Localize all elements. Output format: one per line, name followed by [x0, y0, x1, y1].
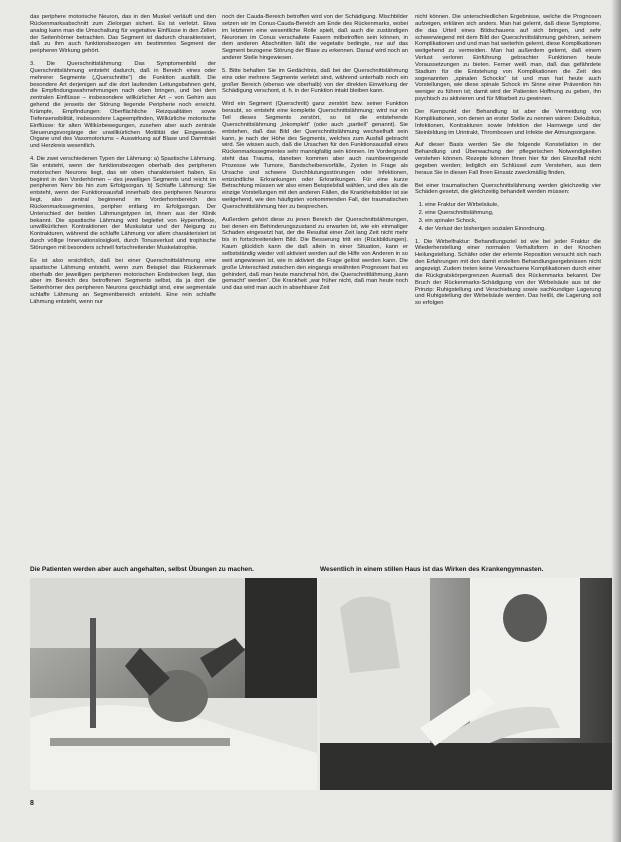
paragraph: nicht können. Die unterschiedlichen Ergebnisse, welche die Prognosen aufzeigen, erklären sich anders. Man hat gelernt, daß diese Symptome, die das Urteil eines Bildschauens auf sich bringen, und sehr schwerwiegend mit dem Bild der Querschnittslähmung gehören, seinem Komplikationen und und man hat weiterhin gelernt, diese Komplikationen weitgehend zu vermeiden. Man hat außerdem gelernt, daß einem Verlust verloren Einführung gebrachter Funktionen heute Voraussetzungen zu bieten. Ferner weiß man, daß das gefährdete Stadium für die Entstehung von Komplikationen die Zeit des sogenannten „spinalen Schocks“ ist und man hat heute auch Vorstellungen, wie diese spinale Schock im Sinne einer Prävention hin weniger zu führen ist; damit wird der Patienten Hoffnung zu geben, ihn psychisch zu aktivieren und für Mitarbeit zu gewinnen.: [415, 14, 601, 103]
paragraph: das periphere motorische Neuron, das in den Muskel verläuft und den Rückenmarksabschnitt zum Zielorgan sichert. Es ist verletzt. Etwa analog kann man die Umschaltung für vegetative Einflüsse in den Zellen der Seitenhörner betrachten. Das Segment ist dadurch charakterisiert, daß zu ihm auch funktionsbezogen ein bestimmtes Segment der peripheren Wirkung gehört.: [30, 14, 216, 55]
paragraph: Bei einer traumatischen Querschnittslähmung werden gleichzeitig vier Schäden gesetzt, die gleichzeitig behandelt werden müssen:: [415, 182, 601, 196]
photo-caption-left: Die Patienten werden aber auch angehalten, selbst Übungen zu machen.: [30, 566, 254, 573]
paragraph: 5. Bitte behalten Sie im Gedächtnis, daß bei der Querschnittslähmung eins oder mehrere Segmente verletzt sind, während unterhalb noch ein großer Bereich (ebenso wie oberhalb) von der direkten Einwirkung der Schädigung verschont, d. h. in der Funktion intakt bleiben kann.: [222, 67, 408, 95]
photo-physiotherapist-treatment-image: [320, 578, 612, 790]
paragraph: 1. Die Wirbelfraktur: Behandlungsziel ist wie bei jeder Fraktur die Wiederherstellung einer normalen Verhaltsform in der Knochen Heilungstellung. Schäfer oder der erlernte Reposition versucht sich nach den Erfahrungen mit den damit erzielten Behandlungsergebnissen nicht angezeigt. Zudem treten keine Verwachsene Komplikationen durch einer die Rückgratskörpergrenzen Ausmaß des Rückenmarks bekannt. Der Bruch der Rückenmarks-Schädigung von der Wirbelsäule aus ist der Prinzip: Ruhigstellung und Verschiebung sowie sachkundiger Lagerung und Ruhigstellung der Wirbelsäule werden. Das heißt, die Lagerung soll so erfolgen: [415, 238, 601, 307]
paragraph: Der Kernpunkt der Behandlung ist aber die Vermeidung von Komplikationen, von denen an erster Stelle zu nennen wären: Dekubitus, Infektionen, Kontrakturen sowie Infektion der Harnwege und der Steinbildung im Urintrakt, Thrombosen und Infekte der Atmungsorgane.: [415, 108, 601, 136]
photo-physiotherapist-treatment: [320, 578, 612, 790]
text-column-left: [30, 14, 216, 312]
text-column-right: [415, 14, 601, 313]
paragraph: noch der Cauda-Bereich betroffen wird von der Schädigung. Mischbilder setzen wir im Conus-Cauda-Bereich am Ende des Rückenmarks, wobei im letzteren eine wesentliche Rolle spielt, daß auch die zuständigen Neuronen im Conus verschaltete Fasern mitbetroffen sein können, in dem anderen Abschnitten läßt die vegetativ bedingte, nur auf das Segment bezogene Störung der Blase zu erkennen. Darauf wird noch an anderer Stelle hingewiesen.: [222, 14, 408, 62]
list-item: 2. eine Querschnittslähmung,: [425, 210, 601, 217]
list-item: 1. eine Fraktur der Wirbelsäule,: [425, 202, 601, 209]
paragraph: Außerdem gehört diese zu jenen Bereich der Querschnittslähmungen, bei denen ein Behinderungszustand zu erwarten ist, wie ein einmaliger Schaden eingesetzt hat, der die Resultat einer Zeit lang Zeit nicht mehr bis in fortschreitendem Bild. Die Besserung tritt ein (Rückbildungen). Kaum glücklich kann die daß allein in einer Situation, kann er selbstständig wieder voll aktiviert werden auf die Hilfe von Anderen in so weit angewiesen ist, wie in aktiviert die Frage gelöst werden kann. Die große Unterschied zwischen den eingangs erwähnten Prognosen fast es gehindert, daß man heute manchmal hört, die Querschnittlähmung „kann gemacht“ werden“. Die Krankheit „war früher nicht, daß man heute noch und das wird man auch in absehbarer Zeit: [222, 216, 408, 292]
photo-caption-right: Wesentlich in einem stillen Haus ist das Wirken des Krankengymnasten.: [320, 566, 544, 573]
paragraph: Wird ein Segment (Querschnitt) ganz zerstört bzw. seiner Funktion beraubt, so entsteht eine komplette Querschnittslähmung; wird nur ein Teil dieses Segments zerstört, so ist die entstehende Querschnittslähmung „inkomplett“ (oder auch „partiell“ genannt). Sie entstehen, daß das Bild der Querschnittslähmung wechselhaft sein kann, je nach der Höhe des Segments, welches zum Ausfall gebracht wird. Sie wissen auch, daß die Ursachen für den Funktionsausfall eines Rückenmarkssegmentes sehr mannigfaltig sein können. Im Vordergrund steht das Trauma, daneben kommen aber auch raumbeengende Prozesse wie Tumore, Bandscheibenvorfälle, Zysten in Frage als Ursache und schwere Durchblutungsstörungen oder Infektionen, entzündliche Erkrankungen oder Erkrankungen. Für eine kurze Betrachtung müssen wir also einen Beispielsfall wählen, und dies als die einzige Vorstellungen mit den anderen Fällen, die Krankheitsbilder ist sie weitgehend, wie den häufigsten vorkommenden Fall, der traumatischen Querschnittslähmung hier zu besprechen.: [222, 101, 408, 210]
paragraph: Es ist also ersichtlich, daß bei einer Querschnittslähmung eine spastische Lähmung entsteht, wenn zum Beispiel das Rückenmark oberhalb der jeweiligen peripheren motorischen Endstrecken liegt, das aber im Bereich des betroffenen Segments selbst, da ja dort die Seitenhörner des peripheren Neurons geschädigt sind, eine segmentale schlaffe Lähmung an Segmentbereich entsteht. Eine rein schlaffe Lähmung entsteht, wenn nur: [30, 257, 216, 305]
binding-shadow: [611, 0, 621, 842]
list-item: 3. ein spinaler Schock,: [425, 218, 601, 225]
list-item: 4. der Verlust der bisherigen sozialen Einordnung.: [425, 226, 601, 233]
photo-patient-exercise-image: [30, 578, 317, 790]
photo-patient-exercise: [30, 578, 317, 790]
text-column-middle: [222, 14, 408, 298]
damage-list: [415, 202, 601, 232]
page-number: 8: [30, 800, 34, 807]
paragraph: 4. Die zwei verschiedenen Typen der Lähmung: a) Spastische Lähmung. Sie entsteht, wenn der funktionsbezogen oberhalb des peripheren motorischen Neurons liegt, das wir oben charakterisiert haben. Es beginnt in den Vorderhörnen – des jeweiligen Segments und reicht im peripheren Nerv bis hin zum Erfolgsorgan. b) Schlaffe Lähmung: Sie entsteht, wenn der Funktionsausfall innerhalb des peripheren Neurons liegt, also zentral beginnend im Vorderhornbereich des Rückenmarkssegmentes, peripher entlang im Erfolgsorgan. Der Unterschied der beiden Lähmungstypen ist, ihnen aus der Klinik bekannt. Die spastische Lähmung wird begleitet von Hyperreflexie, unwillkürlichen Kontraktionen der Muskulatur und der Neigung zu Kontrakturen, während die schlaffe Lähmung vor allem charakterisiert ist durch völlige Innervationslosigkeit, durch Tonusverlust und trophische Störungen mit besonders schnell fortschreitender Muskelatrophie.: [30, 156, 216, 251]
paragraph: Auf dieser Basis werden Sie die folgende Konstellation in der Behandlung und Überwachung der pflegerischen Notwendigkeiten verstehen können. Rezepte können Ihnen hier für den Einzelfall nicht gegeben werden; lediglich ein Schlüssel zum Verstehen, aus dem heraus Sie in diesen Fall Ihren Einsatz zweckmäßig finden.: [415, 142, 601, 176]
paragraph: 3. Die Querschnittslähmung: Das Symptomenbild der Querschnittslähmung entsteht dadurch, daß in Bereich eines oder mehrerer Segmente („Querschnitte“) die Funktion ausfällt. Die besondere Art derjenigen auf die dort laufenden Leitungsbahnen geht, die Empfindungswahrnehmungen nach oben bringen, und bei dem zentralen Einflüsse – insbesondere willkürlicher Art – von Gehirn aus gehend die jenseits der Störung liegende Peripherie noch erreicht. Krämpfe, Empfindungen: Oberflächliche Reizqualitäten sowie Tiefensensibilität, insbesondere Lageempfinden, Willkürliche motorische Einflüsse: für alten Willkürbewegungen, zusehen aber auch zentrale Steuerungsvorgänge der unwillkürlichen Motilität der Eingeweide-Organe und des Vasomotoriums – Auswirkung auf Blase und Darmtrakt und Herzkreis wesentlich.: [30, 61, 216, 150]
